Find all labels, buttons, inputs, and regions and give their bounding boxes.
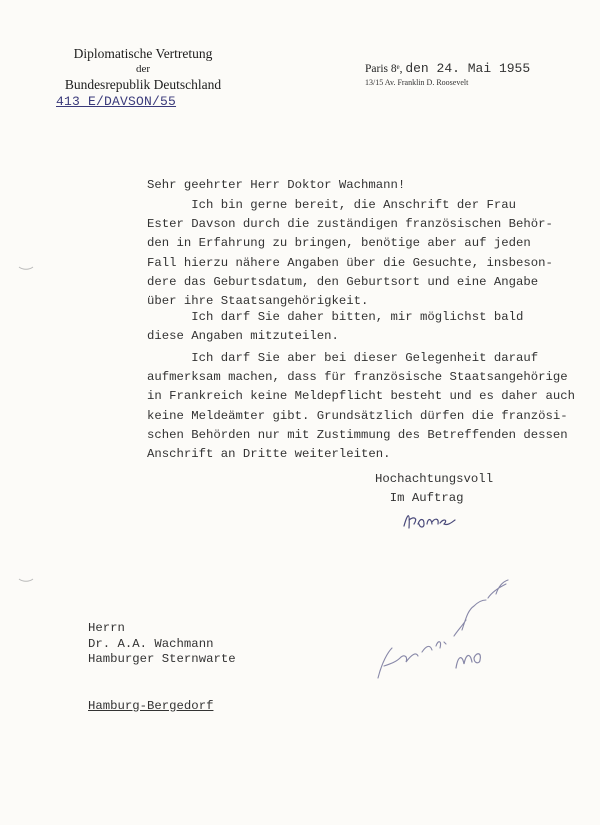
letterhead-line-1: Diplomatische Vertretung bbox=[73, 46, 213, 61]
sender-address: 13/15 Av. Franklin D. Roosevelt bbox=[365, 78, 469, 87]
closing: Hochachtungsvoll Im Auftrag bbox=[375, 472, 494, 505]
salutation: Sehr geehrter Herr Doktor Wachmann! bbox=[147, 178, 406, 192]
letterhead bbox=[58, 45, 228, 93]
paragraph-3: Ich darf Sie aber bei dieser Gelegenheit darauf aufmerksam machen, dass für französische Staatsangehörige in Frankreich keine Meldepflicht besteht und es daher auch keine Meldeämter gibt. Grundsätzlich dürfen die französi- schen Behörden nur mit Zustimmung des Betreffenden dessen Anschrift an Dritte weiterleiten. bbox=[147, 351, 576, 462]
file-reference: 413 E/DAVSON/55 bbox=[56, 94, 177, 109]
recipient-city: Hamburg-Bergedorf bbox=[88, 698, 214, 713]
signature bbox=[400, 506, 460, 536]
letterhead-line-3: Bundesrepublik Deutschland bbox=[64, 77, 222, 92]
recipient-lines: Herrn Dr. A.A. Wachmann Hamburger Sternwarte bbox=[88, 621, 236, 666]
paragraph-1: Ich bin gerne bereit, die Anschrift der Frau Ester Davson durch die zuständigen französischen Behör- den in Erfahrung zu bringen, benötige aber auf jeden Fall hierzu nähere Angaben über die Gesuchte, insbeson- dere das Geburtsdatum, den Geburtsort und eine Angabe über ihre Staatsangehörigkeit. bbox=[147, 198, 553, 309]
place-date bbox=[365, 61, 530, 76]
recipient-address bbox=[88, 590, 236, 745]
letterhead-line-2: der bbox=[135, 63, 151, 75]
handwritten-note bbox=[370, 570, 530, 690]
paragraph-2: Ich darf Sie daher bitten, mir möglichst bald diese Angaben mitzuteilen. bbox=[147, 310, 524, 344]
punch-hole-mark-top bbox=[18, 262, 34, 272]
place: Paris 8ᵉ, bbox=[365, 63, 403, 75]
punch-hole-mark-bottom bbox=[18, 574, 34, 584]
date: den 24. Mai 1955 bbox=[405, 61, 531, 76]
